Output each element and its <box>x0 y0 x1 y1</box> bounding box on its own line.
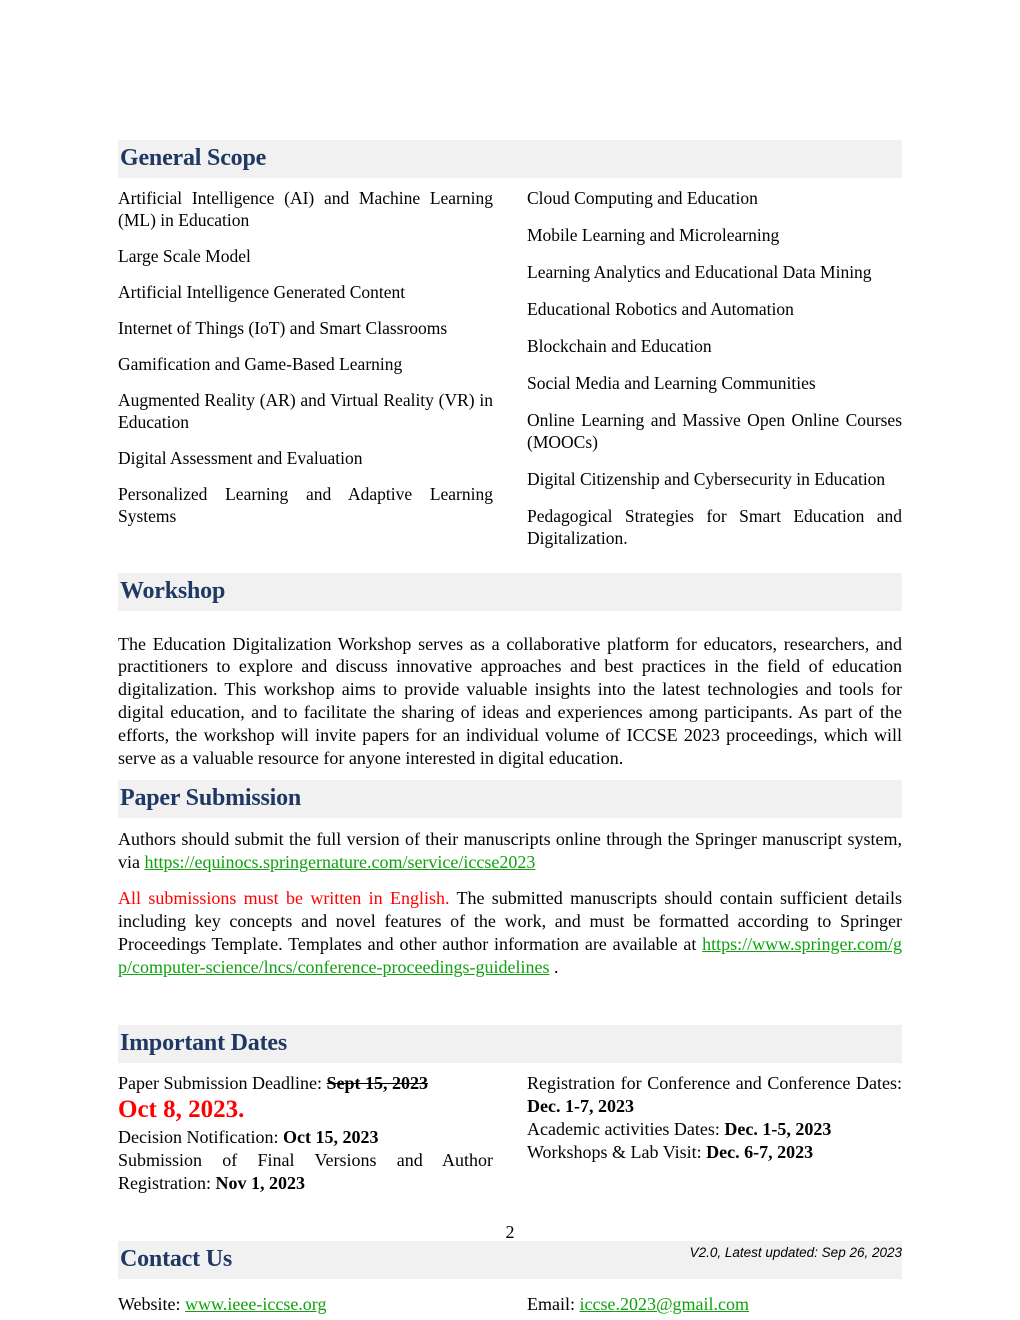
registration-dates-label: Registration for Conference and Conference Dates: <box>527 1072 902 1093</box>
final-version-date: Nov 1, 2023 <box>215 1172 305 1193</box>
decision-notification-label: Decision Notification: <box>118 1126 283 1147</box>
general-scope-right-column <box>527 187 902 565</box>
contact-columns <box>118 1293 902 1316</box>
registration-dates-value: Dec. 1-7, 2023 <box>527 1095 634 1116</box>
page-number: 2 <box>505 1222 515 1242</box>
english-requirement-alert: All submissions must be written in English. <box>118 888 450 909</box>
paper-submission-paragraph-1 <box>118 828 902 874</box>
decision-notification-row <box>118 1126 493 1149</box>
email-link[interactable]: iccse.2023@gmail.com <box>579 1293 750 1314</box>
scope-item: Learning Analytics and Educational Data Mining <box>527 262 872 283</box>
spacer <box>118 979 902 1025</box>
paper-submission-deadline-new: Oct 8, 2023. <box>118 1095 245 1123</box>
paper-submission-deadline-old: Sept 15, 2023 <box>326 1072 428 1093</box>
scope-item: Large Scale Model <box>118 246 251 267</box>
workshop-paragraph: The Education Digitalization Workshop serves as a collaborative platform for educators, researchers, and practitioners to explore and discuss innovative approaches and best practices in the field of education digitalization. This workshop aims to provide valuable insights into the latest technologies and tools for digital education, and to facilitate the sharing of ideas and experiences among participants. As part of the efforts, the workshop will invite papers for an individual volume of ICCSE 2023 proceedings, which will serve as a valuable resource for anyone interested in digital education. <box>118 633 902 768</box>
section-heading-important-dates: Important Dates <box>118 1025 902 1063</box>
scope-item: Blockchain and Education <box>527 336 712 357</box>
website-link[interactable]: www.ieee-iccse.org <box>185 1293 327 1314</box>
submission-format-text: The submitted manuscripts should contain sufficient details including key concepts and novel features of the work, and must be formatted according to Springer Proceedings Template. Templates and other author information are available at <box>118 888 903 955</box>
scope-item: Cloud Computing and Education <box>527 188 758 208</box>
website-label: Website: <box>118 1293 186 1314</box>
workshops-lab-visit-label: Workshops & Lab Visit: <box>527 1141 707 1162</box>
email-row <box>527 1293 902 1316</box>
scope-item: Personalized Learning and Adaptive Learning Systems <box>118 484 493 527</box>
paper-submission-deadline-row <box>118 1072 493 1124</box>
section-heading-workshop: Workshop <box>118 573 902 611</box>
registration-dates-row <box>527 1072 902 1118</box>
important-dates-columns <box>118 1072 902 1195</box>
website-row <box>118 1293 493 1316</box>
important-dates-left-column <box>118 1072 493 1195</box>
academic-activities-row <box>527 1118 902 1141</box>
scope-item: Internet of Things (IoT) and Smart Classrooms <box>118 318 448 339</box>
workshops-lab-visit-row <box>527 1141 902 1164</box>
scope-item: Online Learning and Massive Open Online Courses (MOOCs) <box>527 410 902 453</box>
submission-trailing-period: . <box>549 956 559 977</box>
scope-item: Educational Robotics and Automation <box>527 299 794 320</box>
spacer <box>118 1195 902 1221</box>
paper-submission-paragraph-2 <box>118 887 902 978</box>
scope-item: Augmented Reality (AR) and Virtual Reality (VR) in Education <box>118 390 493 433</box>
final-version-label: Submission of Final Versions and Author Registration: <box>118 1149 493 1193</box>
contact-website-column <box>118 1293 493 1316</box>
version-footer-note: V2.0, Latest updated: Sep 26, 2023 <box>689 1245 902 1260</box>
section-heading-paper-submission: Paper Submission <box>118 780 902 818</box>
page-content <box>118 140 902 1315</box>
springer-proceedings-guidelines-link[interactable]: https://www.springer.com/gp/computer-science/lncs/conference-proceedings-guidelines <box>118 934 902 977</box>
scope-item: Gamification and Game-Based Learning <box>118 354 403 375</box>
final-version-row <box>118 1149 493 1195</box>
academic-activities-value: Dec. 1-5, 2023 <box>724 1118 832 1139</box>
scope-item: Mobile Learning and Microlearning <box>527 225 780 246</box>
scope-item: Social Media and Learning Communities <box>527 373 816 394</box>
scope-item: Pedagogical Strategies for Smart Education and Digitalization. <box>527 506 902 549</box>
important-dates-right-column <box>527 1072 902 1195</box>
contact-email-column <box>527 1293 902 1316</box>
scope-item: Digital Assessment and Evaluation <box>118 448 363 469</box>
general-scope-left-column <box>118 187 493 565</box>
workshops-lab-visit-value: Dec. 6-7, 2023 <box>706 1141 814 1162</box>
decision-notification-date: Oct 15, 2023 <box>282 1126 379 1147</box>
scope-item: Artificial Intelligence Generated Content <box>118 282 406 303</box>
general-scope-columns <box>118 187 902 565</box>
springer-equinocs-link[interactable]: https://equinocs.springernature.com/service/iccse2023 <box>144 851 536 872</box>
section-heading-contact-us: Contact Us <box>118 1241 902 1279</box>
email-label: Email: <box>527 1293 580 1314</box>
paper-submission-deadline-label: Paper Submission Deadline: <box>118 1072 327 1093</box>
scope-item: Artificial Intelligence (AI) and Machine Learning (ML) in Education <box>118 188 493 231</box>
section-heading-general-scope: General Scope <box>118 140 902 178</box>
scope-item: Digital Citizenship and Cybersecurity in Education <box>527 469 886 490</box>
academic-activities-label: Academic activities Dates: <box>527 1118 725 1139</box>
submission-intro-text: Authors should submit the full version of their manuscripts online through the Springer manuscript system, via <box>118 828 902 872</box>
